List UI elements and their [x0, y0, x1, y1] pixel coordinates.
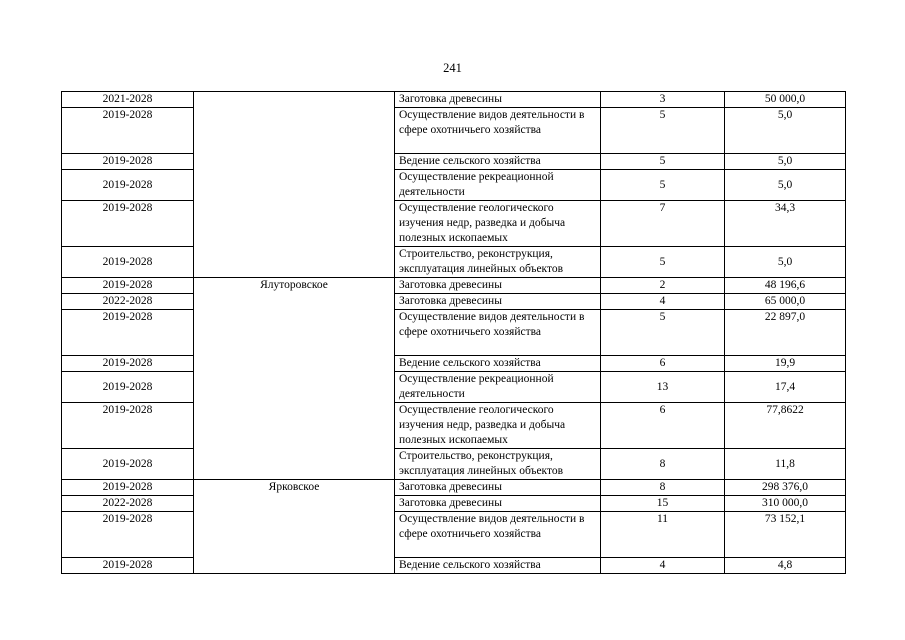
- table-row: [62, 92, 846, 108]
- period-cell: 2019-2028: [62, 278, 194, 294]
- period-cell: 2022-2028: [62, 496, 194, 512]
- number-cell: 5: [601, 170, 725, 201]
- period-cell: 2019-2028: [62, 247, 194, 278]
- number-cell: 13: [601, 372, 725, 403]
- area-cell: 11,8: [725, 449, 846, 480]
- area-cell: 5,0: [725, 108, 846, 154]
- activity-cell: Осуществление видов деятельности в сфере охотничьего хозяйства: [395, 512, 601, 558]
- period-cell: 2019-2028: [62, 403, 194, 449]
- table-row: [62, 372, 846, 403]
- activity-cell: Осуществление рекреационной деятельности: [395, 372, 601, 403]
- activity-cell: Строительство, реконструкция, эксплуатация линейных объектов: [395, 449, 601, 480]
- number-cell: 2: [601, 278, 725, 294]
- area-cell: 310 000,0: [725, 496, 846, 512]
- number-cell: 5: [601, 108, 725, 154]
- number-cell: 5: [601, 154, 725, 170]
- area-cell: 298 376,0: [725, 480, 846, 496]
- area-cell: 50 000,0: [725, 92, 846, 108]
- period-cell: 2019-2028: [62, 372, 194, 403]
- district-cell: [194, 92, 395, 278]
- table-row: [62, 247, 846, 278]
- period-cell: 2019-2028: [62, 310, 194, 356]
- activity-cell: Осуществление геологического изучения недр, разведка и добыча полезных ископаемых: [395, 403, 601, 449]
- table-row: [62, 310, 846, 356]
- number-cell: 6: [601, 356, 725, 372]
- area-cell: 5,0: [725, 247, 846, 278]
- table-row: [62, 154, 846, 170]
- period-cell: 2019-2028: [62, 512, 194, 558]
- number-cell: 15: [601, 496, 725, 512]
- period-cell: 2019-2028: [62, 480, 194, 496]
- activity-cell: Ведение сельского хозяйства: [395, 154, 601, 170]
- activity-cell: Заготовка древесины: [395, 92, 601, 108]
- period-cell: 2021-2028: [62, 92, 194, 108]
- number-cell: 8: [601, 449, 725, 480]
- area-cell: 19,9: [725, 356, 846, 372]
- district-cell: Ялуторовское: [194, 278, 395, 480]
- table-row: [62, 108, 846, 154]
- activity-cell: Заготовка древесины: [395, 278, 601, 294]
- area-cell: 34,3: [725, 201, 846, 247]
- number-cell: 5: [601, 247, 725, 278]
- area-cell: 48 196,6: [725, 278, 846, 294]
- activity-cell: Заготовка древесины: [395, 480, 601, 496]
- activity-cell: Осуществление геологического изучения недр, разведка и добыча полезных ископаемых: [395, 201, 601, 247]
- period-cell: 2019-2028: [62, 154, 194, 170]
- period-cell: 2019-2028: [62, 558, 194, 574]
- page-number: 241: [443, 61, 462, 75]
- activities-table: [61, 91, 846, 574]
- table-row: [62, 278, 846, 294]
- number-cell: 11: [601, 512, 725, 558]
- table-row: [62, 403, 846, 449]
- table-row: [62, 449, 846, 480]
- activity-cell: Ведение сельского хозяйства: [395, 558, 601, 574]
- table-row: [62, 294, 846, 310]
- district-cell: Ярковское: [194, 480, 395, 574]
- table-row: [62, 496, 846, 512]
- period-cell: 2019-2028: [62, 201, 194, 247]
- activity-cell: Осуществление рекреационной деятельности: [395, 170, 601, 201]
- activity-cell: Заготовка древесины: [395, 294, 601, 310]
- table-row: [62, 480, 846, 496]
- period-cell: 2019-2028: [62, 108, 194, 154]
- area-cell: 73 152,1: [725, 512, 846, 558]
- table-row: [62, 356, 846, 372]
- table-row: [62, 558, 846, 574]
- period-cell: 2019-2028: [62, 356, 194, 372]
- area-cell: 77,8622: [725, 403, 846, 449]
- period-cell: 2019-2028: [62, 449, 194, 480]
- area-cell: 4,8: [725, 558, 846, 574]
- period-cell: 2022-2028: [62, 294, 194, 310]
- number-cell: 7: [601, 201, 725, 247]
- activity-cell: Строительство, реконструкция, эксплуатация линейных объектов: [395, 247, 601, 278]
- period-cell: 2019-2028: [62, 170, 194, 201]
- area-cell: 17,4: [725, 372, 846, 403]
- number-cell: 4: [601, 294, 725, 310]
- area-cell: 5,0: [725, 170, 846, 201]
- number-cell: 6: [601, 403, 725, 449]
- activity-cell: Осуществление видов деятельности в сфере охотничьего хозяйства: [395, 108, 601, 154]
- area-cell: 5,0: [725, 154, 846, 170]
- activity-cell: Ведение сельского хозяйства: [395, 356, 601, 372]
- number-cell: 3: [601, 92, 725, 108]
- table-row: [62, 512, 846, 558]
- activity-cell: Заготовка древесины: [395, 496, 601, 512]
- table-row: [62, 201, 846, 247]
- activity-cell: Осуществление видов деятельности в сфере охотничьего хозяйства: [395, 310, 601, 356]
- number-cell: 8: [601, 480, 725, 496]
- table-row: [62, 170, 846, 201]
- number-cell: 4: [601, 558, 725, 574]
- area-cell: 22 897,0: [725, 310, 846, 356]
- number-cell: 5: [601, 310, 725, 356]
- area-cell: 65 000,0: [725, 294, 846, 310]
